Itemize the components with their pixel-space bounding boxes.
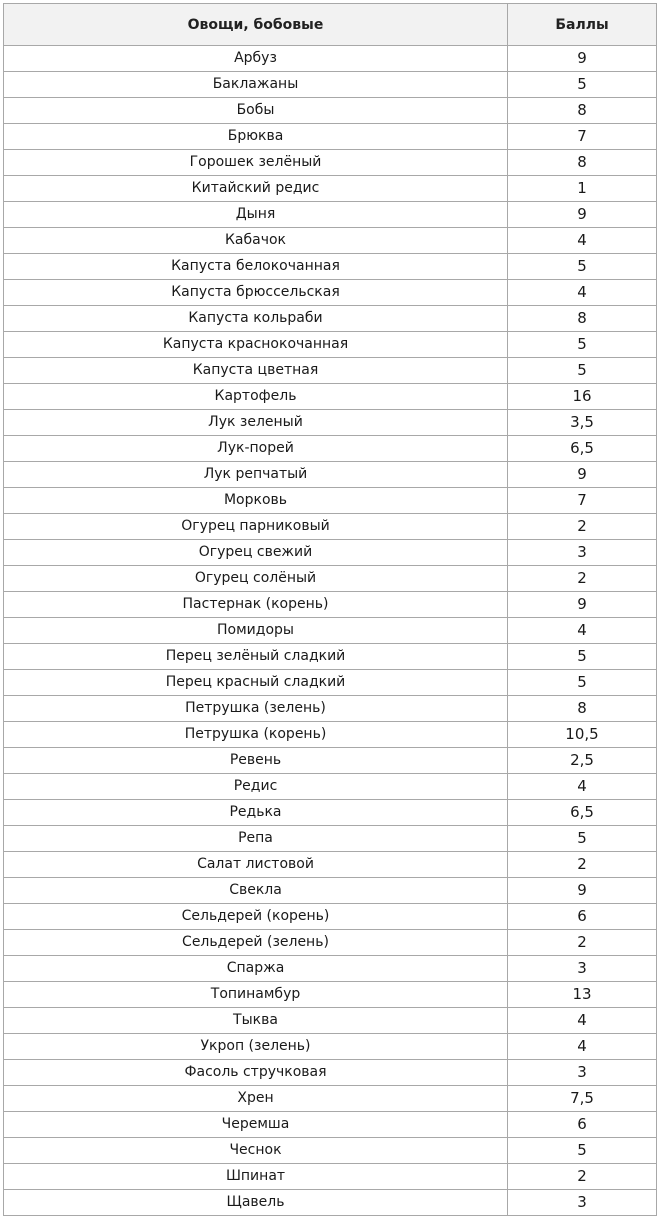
table-row	[4, 1008, 657, 1034]
vegetable-name-cell: Морковь	[4, 488, 508, 514]
score-cell: 4	[508, 774, 657, 800]
header-row	[4, 4, 657, 46]
score-cell: 5	[508, 254, 657, 280]
score-cell: 8	[508, 98, 657, 124]
table-container	[3, 3, 657, 1216]
score-cell: 7,5	[508, 1086, 657, 1112]
vegetable-name-cell: Кабачок	[4, 228, 508, 254]
vegetable-name-cell: Хрен	[4, 1086, 508, 1112]
score-cell: 2,5	[508, 748, 657, 774]
score-cell: 3	[508, 1190, 657, 1216]
vegetable-name-cell: Салат листовой	[4, 852, 508, 878]
score-cell: 4	[508, 228, 657, 254]
score-cell: 13	[508, 982, 657, 1008]
table-row	[4, 1164, 657, 1190]
vegetable-name-cell: Пастернак (корень)	[4, 592, 508, 618]
vegetable-name-cell: Дыня	[4, 202, 508, 228]
table-row	[4, 956, 657, 982]
score-cell: 5	[508, 1138, 657, 1164]
table-row	[4, 410, 657, 436]
table-row	[4, 540, 657, 566]
score-cell: 2	[508, 514, 657, 540]
vegetable-name-cell: Китайский редис	[4, 176, 508, 202]
score-cell: 9	[508, 46, 657, 72]
score-cell: 8	[508, 306, 657, 332]
vegetable-name-cell: Редька	[4, 800, 508, 826]
table-row	[4, 670, 657, 696]
table-row	[4, 930, 657, 956]
vegetables-score-table	[3, 3, 657, 1216]
table-row	[4, 280, 657, 306]
score-cell: 5	[508, 826, 657, 852]
table-row	[4, 878, 657, 904]
table-row	[4, 644, 657, 670]
table-row	[4, 1086, 657, 1112]
vegetable-name-cell: Капуста брюссельская	[4, 280, 508, 306]
score-cell: 4	[508, 1008, 657, 1034]
score-cell: 5	[508, 358, 657, 384]
vegetable-name-cell: Огурец свежий	[4, 540, 508, 566]
score-cell: 6	[508, 1112, 657, 1138]
table-row	[4, 358, 657, 384]
score-cell: 10,5	[508, 722, 657, 748]
vegetable-name-cell: Арбуз	[4, 46, 508, 72]
score-cell: 5	[508, 332, 657, 358]
table-row	[4, 774, 657, 800]
vegetable-name-cell: Лук репчатый	[4, 462, 508, 488]
vegetable-name-cell: Помидоры	[4, 618, 508, 644]
vegetable-name-cell: Перец красный сладкий	[4, 670, 508, 696]
vegetable-name-cell: Перец зелёный сладкий	[4, 644, 508, 670]
table-row	[4, 436, 657, 462]
vegetable-name-cell: Огурец солёный	[4, 566, 508, 592]
table-row	[4, 1112, 657, 1138]
vegetable-name-cell: Петрушка (зелень)	[4, 696, 508, 722]
vegetable-name-cell: Редис	[4, 774, 508, 800]
table-row	[4, 852, 657, 878]
vegetable-name-cell: Сельдерей (зелень)	[4, 930, 508, 956]
vegetable-name-cell: Спаржа	[4, 956, 508, 982]
table-row	[4, 46, 657, 72]
vegetable-name-cell: Ревень	[4, 748, 508, 774]
table-row	[4, 722, 657, 748]
table-row	[4, 696, 657, 722]
vegetable-name-cell: Баклажаны	[4, 72, 508, 98]
score-cell: 2	[508, 930, 657, 956]
score-cell: 16	[508, 384, 657, 410]
score-cell: 2	[508, 852, 657, 878]
table-row	[4, 1190, 657, 1216]
score-cell: 6	[508, 904, 657, 930]
score-cell: 5	[508, 670, 657, 696]
table-row	[4, 592, 657, 618]
vegetable-name-cell: Топинамбур	[4, 982, 508, 1008]
vegetable-name-cell: Свекла	[4, 878, 508, 904]
score-cell: 8	[508, 150, 657, 176]
score-cell: 4	[508, 280, 657, 306]
table-row	[4, 826, 657, 852]
vegetable-name-cell: Фасоль стручковая	[4, 1060, 508, 1086]
score-cell: 9	[508, 878, 657, 904]
vegetable-name-cell: Черемша	[4, 1112, 508, 1138]
table-row	[4, 566, 657, 592]
score-cell: 5	[508, 644, 657, 670]
vegetable-name-cell: Лук-порей	[4, 436, 508, 462]
table-row	[4, 800, 657, 826]
table-row	[4, 332, 657, 358]
score-cell: 1	[508, 176, 657, 202]
table-row	[4, 748, 657, 774]
score-cell: 9	[508, 462, 657, 488]
vegetable-name-cell: Капуста краснокочанная	[4, 332, 508, 358]
header-vegetables: Овощи, бобовые	[4, 4, 508, 46]
table-row	[4, 150, 657, 176]
table-row	[4, 982, 657, 1008]
table-row	[4, 1034, 657, 1060]
score-cell: 3	[508, 540, 657, 566]
score-cell: 3	[508, 956, 657, 982]
score-cell: 9	[508, 592, 657, 618]
table-row	[4, 384, 657, 410]
table-row	[4, 1060, 657, 1086]
score-cell: 7	[508, 488, 657, 514]
table-row	[4, 306, 657, 332]
score-cell: 4	[508, 618, 657, 644]
score-cell: 6,5	[508, 436, 657, 462]
table-row	[4, 488, 657, 514]
table-row	[4, 618, 657, 644]
table-row	[4, 514, 657, 540]
table-row	[4, 1138, 657, 1164]
vegetable-name-cell: Петрушка (корень)	[4, 722, 508, 748]
score-cell: 6,5	[508, 800, 657, 826]
score-cell: 3,5	[508, 410, 657, 436]
vegetable-name-cell: Горошек зелёный	[4, 150, 508, 176]
table-row	[4, 176, 657, 202]
vegetable-name-cell: Капуста цветная	[4, 358, 508, 384]
vegetable-name-cell: Брюква	[4, 124, 508, 150]
vegetable-name-cell: Тыква	[4, 1008, 508, 1034]
table-row	[4, 202, 657, 228]
score-cell: 5	[508, 72, 657, 98]
table-row	[4, 904, 657, 930]
score-cell: 8	[508, 696, 657, 722]
table-body	[4, 46, 657, 1216]
vegetable-name-cell: Чеснок	[4, 1138, 508, 1164]
vegetable-name-cell: Огурец парниковый	[4, 514, 508, 540]
score-cell: 4	[508, 1034, 657, 1060]
table-row	[4, 124, 657, 150]
score-cell: 7	[508, 124, 657, 150]
vegetable-name-cell: Укроп (зелень)	[4, 1034, 508, 1060]
score-cell: 2	[508, 1164, 657, 1190]
score-cell: 3	[508, 1060, 657, 1086]
vegetable-name-cell: Картофель	[4, 384, 508, 410]
vegetable-name-cell: Капуста кольраби	[4, 306, 508, 332]
table-row	[4, 72, 657, 98]
score-cell: 2	[508, 566, 657, 592]
header-score: Баллы	[508, 4, 657, 46]
table-row	[4, 228, 657, 254]
vegetable-name-cell: Шпинат	[4, 1164, 508, 1190]
table-row	[4, 462, 657, 488]
table-row	[4, 98, 657, 124]
table-row	[4, 254, 657, 280]
vegetable-name-cell: Лук зеленый	[4, 410, 508, 436]
vegetable-name-cell: Репа	[4, 826, 508, 852]
vegetable-name-cell: Капуста белокочанная	[4, 254, 508, 280]
vegetable-name-cell: Бобы	[4, 98, 508, 124]
vegetable-name-cell: Щавель	[4, 1190, 508, 1216]
vegetable-name-cell: Сельдерей (корень)	[4, 904, 508, 930]
score-cell: 9	[508, 202, 657, 228]
table-header	[4, 4, 657, 46]
